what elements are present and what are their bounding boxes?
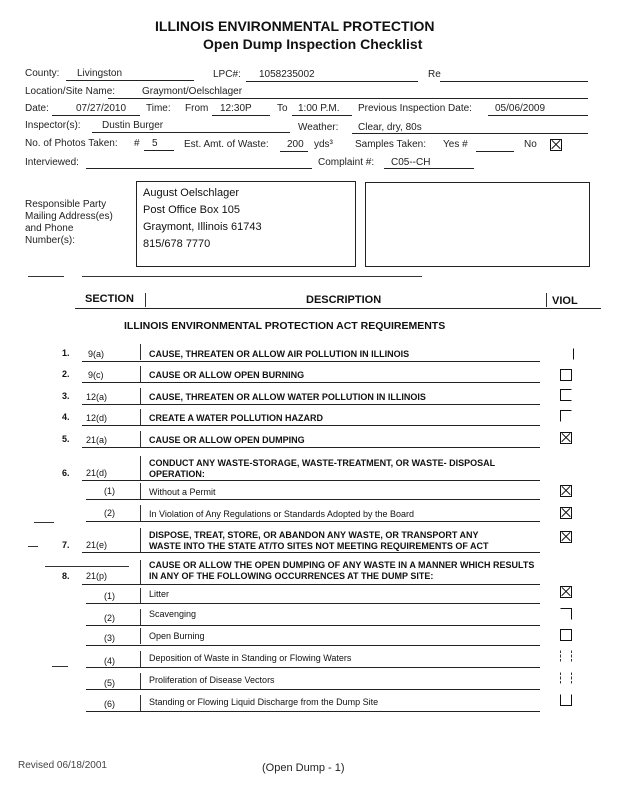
secondary-party-box[interactable]: [365, 182, 590, 267]
row-underline: [86, 625, 540, 626]
complaint-field[interactable]: C05--CH: [391, 157, 431, 168]
weather-label: Weather:: [298, 122, 339, 133]
location-field[interactable]: Graymont/Oelschlager: [142, 86, 243, 97]
column-description-header: DESCRIPTION: [306, 294, 382, 306]
to-underline: [292, 115, 352, 116]
samples-label: Samples Taken:: [355, 139, 426, 150]
row-section: 9(a): [88, 349, 105, 359]
interviewed-underline: [86, 168, 312, 169]
photos-hash: #: [134, 138, 140, 149]
violation-checkbox-row-8-6[interactable]: [560, 694, 572, 706]
row-sub-description: Standing or Flowing Liquid Discharge from the Dump Site: [149, 697, 379, 707]
inspector-field[interactable]: Dustin Burger: [102, 120, 164, 131]
row-underline: [86, 689, 540, 690]
margin-dash: [34, 522, 54, 523]
row-underline: [82, 425, 540, 426]
row-divider: [140, 588, 141, 604]
row-description: CAUSE, THREATEN OR ALLOW WATER POLLUTION IN ILLINOIS: [149, 392, 426, 402]
row-underline: [86, 603, 540, 604]
violation-checkbox-row-8-3[interactable]: [560, 629, 572, 641]
row-divider: [140, 388, 141, 404]
violation-checkbox-row-8-5[interactable]: [560, 672, 572, 684]
row-divider: [140, 431, 141, 447]
column-section-header: SECTION: [85, 293, 134, 305]
location-underline: [108, 98, 588, 99]
samples-yes-label: Yes #: [443, 139, 468, 150]
row-description: [149, 458, 495, 480]
samples-no-checkbox[interactable]: [550, 139, 562, 151]
header-divider-2: [546, 293, 547, 307]
row-description-line-1: DISPOSE, TREAT, STORE, OR ABANDON ANY WASTE, OR TRANSPORT ANY: [149, 530, 479, 540]
row-number: 4.: [62, 412, 70, 422]
row-underline: [82, 404, 540, 405]
complaint-underline: [384, 168, 474, 169]
form-subtitle: Open Dump Inspection Checklist: [203, 36, 423, 52]
row-sub-description: Open Burning: [149, 631, 205, 641]
inspector-label: Inspector(s):: [25, 120, 81, 131]
row-underline: [86, 499, 540, 500]
row-underline: [82, 480, 540, 481]
row-section: 21(d): [86, 468, 108, 478]
waste-label: Est. Amt. of Waste:: [184, 139, 269, 150]
responsible-address-1: Post Office Box 105: [143, 204, 241, 216]
responsible-name: August Oelschlager: [143, 187, 239, 199]
responsible-party-box[interactable]: [136, 181, 356, 267]
row-divider: [140, 609, 141, 625]
row-sub-description: In Violation of Any Regulations or Standards Adopted by the Board: [149, 509, 415, 519]
row-divider: [140, 651, 141, 667]
violation-checkbox-row-3[interactable]: [560, 389, 572, 401]
row-description-line-2: OPERATION:: [149, 469, 205, 479]
row-number: 7.: [62, 540, 70, 550]
lpc-underline: [246, 81, 418, 82]
row-divider: [140, 560, 141, 584]
violation-checkbox-row-5[interactable]: [560, 432, 572, 444]
row-number: 5.: [62, 434, 70, 444]
row-sub-number: (4): [104, 656, 115, 666]
row-sub-description: Scavenging: [149, 609, 197, 619]
row-divider: [140, 409, 141, 425]
row-description: CAUSE, THREATEN OR ALLOW AIR POLLUTION IN ILLINOIS: [149, 349, 410, 359]
row-sub-number: (2): [104, 508, 115, 518]
prev-inspection-underline: [488, 115, 588, 116]
row-underline: [82, 447, 540, 448]
row-sub-number: (3): [104, 633, 115, 643]
violation-checkbox-row-1[interactable]: [562, 348, 574, 360]
row-description: CREATE A WATER POLLUTION HAZARD: [149, 413, 323, 423]
row-sub-description: Proliferation of Disease Vectors: [149, 675, 275, 685]
weather-field[interactable]: Clear, dry, 80s: [358, 122, 422, 133]
row-section: 21(a): [86, 435, 108, 445]
row-divider: [140, 695, 141, 711]
photos-field[interactable]: 5: [152, 138, 158, 149]
row-number: 8.: [62, 571, 70, 581]
row-divider: [140, 528, 141, 552]
page-number: (Open Dump - 1): [262, 762, 345, 774]
violation-checkbox-row-8-1[interactable]: [560, 586, 572, 598]
row-number: 6.: [62, 468, 70, 478]
row-divider: [140, 628, 141, 644]
weather-underline: [352, 133, 588, 134]
lpc-label: LPC#:: [213, 69, 241, 80]
row-divider: [140, 344, 141, 360]
row-underline: [86, 711, 540, 712]
margin-dash: [28, 546, 38, 547]
violation-checkbox-row-2[interactable]: [560, 369, 572, 381]
row-divider: [140, 505, 141, 521]
act-requirements-heading: ILLINOIS ENVIRONMENTAL PROTECTION ACT REQUIREMENTS: [124, 320, 446, 332]
waste-field[interactable]: 200: [287, 139, 304, 150]
row-underline: [86, 645, 540, 646]
photos-label: No. of Photos Taken:: [25, 138, 118, 149]
from-underline: [212, 115, 270, 116]
header-dash-2: [82, 276, 422, 277]
row-description-line-1: CAUSE OR ALLOW THE OPEN DUMPING OF ANY WASTE IN A MANNER WHICH RESULTS: [149, 560, 535, 570]
complaint-label: Complaint #:: [318, 157, 375, 168]
row-section: 9(c): [88, 370, 104, 380]
county-field[interactable]: Livingston: [77, 68, 123, 79]
column-viol-header: VIOL: [552, 295, 578, 307]
row-sub-description: Deposition of Waste in Standing or Flowing Waters: [149, 653, 352, 663]
responsible-phone: 815/678 7770: [143, 238, 211, 250]
margin-dash: [52, 666, 68, 667]
violation-checkbox-row-8-4[interactable]: [560, 650, 572, 662]
from-field[interactable]: 12:30P: [220, 103, 252, 114]
row-description-line-2: WASTE INTO THE STATE AT/TO SITES NOT MEETING REQUIREMENTS OF ACT: [149, 541, 489, 551]
row-sub-number: (5): [104, 678, 115, 688]
row-sub-number: (6): [104, 699, 115, 709]
date-field[interactable]: 07/27/2010: [76, 103, 127, 114]
inspector-underline: [92, 132, 290, 133]
violation-checkbox-row-7[interactable]: [560, 531, 572, 543]
waste-unit: yds³: [314, 139, 333, 150]
row-section: 21(e): [86, 540, 108, 550]
row-section: 12(d): [86, 413, 108, 423]
responsible-label-line-3: and Phone: [25, 223, 74, 234]
row-description: CAUSE OR ALLOW OPEN BURNING: [149, 370, 305, 380]
header-underline: [75, 308, 601, 309]
row-underline: [86, 521, 540, 522]
violation-checkbox-row-6-2[interactable]: [560, 507, 572, 519]
responsible-party-label: [25, 199, 113, 247]
row-number: 1.: [62, 348, 70, 358]
row-sub-number: (1): [104, 591, 115, 601]
interviewed-label: Interviewed:: [25, 157, 79, 168]
samples-yes-underline: [476, 151, 514, 152]
row-divider: [140, 456, 141, 480]
responsible-label-line-4: Number(s):: [25, 235, 76, 246]
row-description-line-1: CONDUCT ANY WASTE-STORAGE, WASTE-TREATMENT, OR WASTE- DISPOSAL: [149, 458, 496, 468]
header-dash-1: [28, 276, 64, 277]
photos-underline: [144, 150, 174, 151]
row-number: 3.: [62, 391, 70, 401]
row-underline: [82, 584, 540, 585]
region-label: Re: [428, 69, 441, 80]
row-underline: [86, 667, 540, 668]
date-label: Date:: [25, 103, 49, 114]
row-description: [149, 530, 489, 552]
prev-inspection-label: Previous Inspection Date:: [358, 103, 472, 114]
prev-inspection-field[interactable]: 05/06/2009: [495, 103, 546, 114]
header-divider-1: [145, 293, 146, 307]
date-underline: [52, 115, 140, 116]
row-underline: [82, 361, 540, 362]
row-sub-number: (2): [104, 613, 115, 623]
row-description-line-2: IN ANY OF THE FOLLOWING OCCURRENCES AT THE DUMP SITE:: [149, 571, 434, 581]
row-description: [149, 560, 534, 582]
row-sub-number: (1): [104, 486, 115, 496]
row-divider: [140, 483, 141, 499]
responsible-address-2: Graymont, Illinois 61743: [143, 221, 262, 233]
samples-no-label: No: [524, 139, 537, 150]
violation-checkbox-row-8-2[interactable]: [560, 608, 572, 620]
row-underline: [82, 382, 540, 383]
violation-checkbox-row-6-1[interactable]: [560, 485, 572, 497]
row-sub-description: Without a Permit: [149, 487, 216, 497]
row-divider: [140, 673, 141, 689]
county-label: County:: [25, 68, 60, 79]
to-label: To: [277, 103, 288, 114]
row-underline: [82, 552, 540, 553]
region-underline: [440, 81, 588, 82]
revised-date: Revised 06/18/2001: [18, 760, 107, 771]
form-title: ILLINOIS ENVIRONMENTAL PROTECTION: [155, 18, 435, 34]
row-divider: [140, 366, 141, 382]
row-sub-description: Litter: [149, 589, 170, 599]
waste-underline: [280, 151, 308, 152]
county-underline: [66, 80, 194, 81]
row-number: 2.: [62, 369, 70, 379]
to-field[interactable]: 1:00 P.M.: [298, 103, 340, 114]
row-section: 21(p): [86, 571, 108, 581]
violation-checkbox-row-4[interactable]: [560, 410, 572, 422]
from-label: From: [185, 103, 209, 114]
location-label: Location/Site Name:: [25, 86, 116, 97]
responsible-label-line-1: Responsible Party: [25, 199, 107, 210]
row-section: 12(a): [86, 392, 108, 402]
time-label: Time:: [146, 103, 171, 114]
responsible-label-line-2: Mailing Address(es): [25, 211, 113, 222]
row-description: CAUSE OR ALLOW OPEN DUMPING: [149, 435, 305, 445]
margin-dash: [45, 566, 129, 567]
lpc-field[interactable]: 1058235002: [259, 69, 315, 80]
